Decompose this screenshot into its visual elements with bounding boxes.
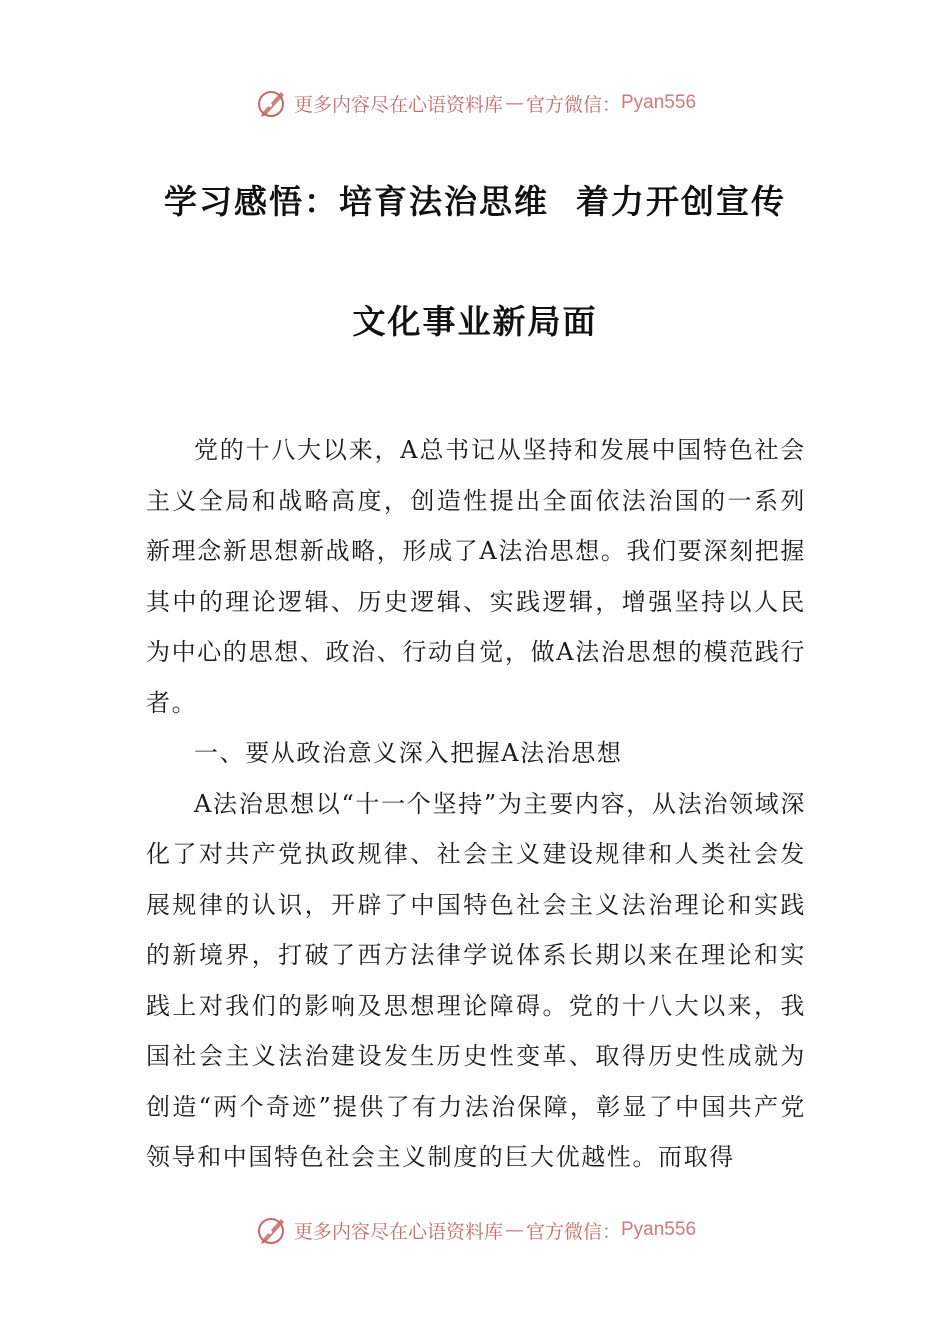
watermark-wechat-id: Pyan556 — [621, 92, 697, 113]
watermark-separator: — — [504, 1219, 524, 1241]
watermark-wechat-id: Pyan556 — [621, 1219, 697, 1240]
document-title-line-1: 学习感悟：培育法治思维 着力开创宣传 — [164, 182, 786, 221]
paragraph-intro: 党的十八大以来，A总书记从坚持和发展中国特色社会主义全局和战略高度，创造性提出全面依法治国的一系列新理念新思想新战略，形成了A法治思想。我们要深刻把握其中的理论逻辑、历史逻辑、实践逻辑，增强坚持以人民为中心的思想、政治、行动自觉，做A法治思想的模范践行者。 — [146, 436, 806, 717]
watermark-wechat-label: 官方微信： — [525, 1220, 621, 1243]
document-title-line-2: 文化事业新局面 — [352, 302, 598, 341]
watermark-main-text: 更多内容尽在心语资料库 — [293, 93, 503, 116]
document-body — [146, 425, 806, 1183]
section-heading: 一、要从政治意义深入把握A法治思想 — [194, 739, 623, 767]
pen-logo-icon — [254, 85, 290, 121]
paragraph-section-1: A法治思想以“十一个坚持”为主要内容，从法治领域深化了对共产党执政规律、社会主义建设规律和人类社会发展规律的认识，开辟了中国特色社会主义法治理论和实践的新境界，打破了西方法律学说体系长期以来在理论和实践上对我们的影响及思想理论障碍。党的十八大以来，我国社会主义法治建设发生历史性变革、取得历史性成就为创造“两个奇迹”提供了有力法治保障，彰显了中国共产党领导和中国特色社会主义制度的巨大优越性。而取得 — [146, 789, 806, 1171]
watermark-footer — [0, 1210, 950, 1250]
watermark-wechat-label: 官方微信： — [525, 93, 621, 116]
watermark-main-text: 更多内容尽在心语资料库 — [293, 1220, 503, 1243]
pen-logo-icon — [254, 1212, 290, 1248]
watermark-header — [0, 83, 950, 123]
watermark-separator: — — [504, 92, 524, 114]
